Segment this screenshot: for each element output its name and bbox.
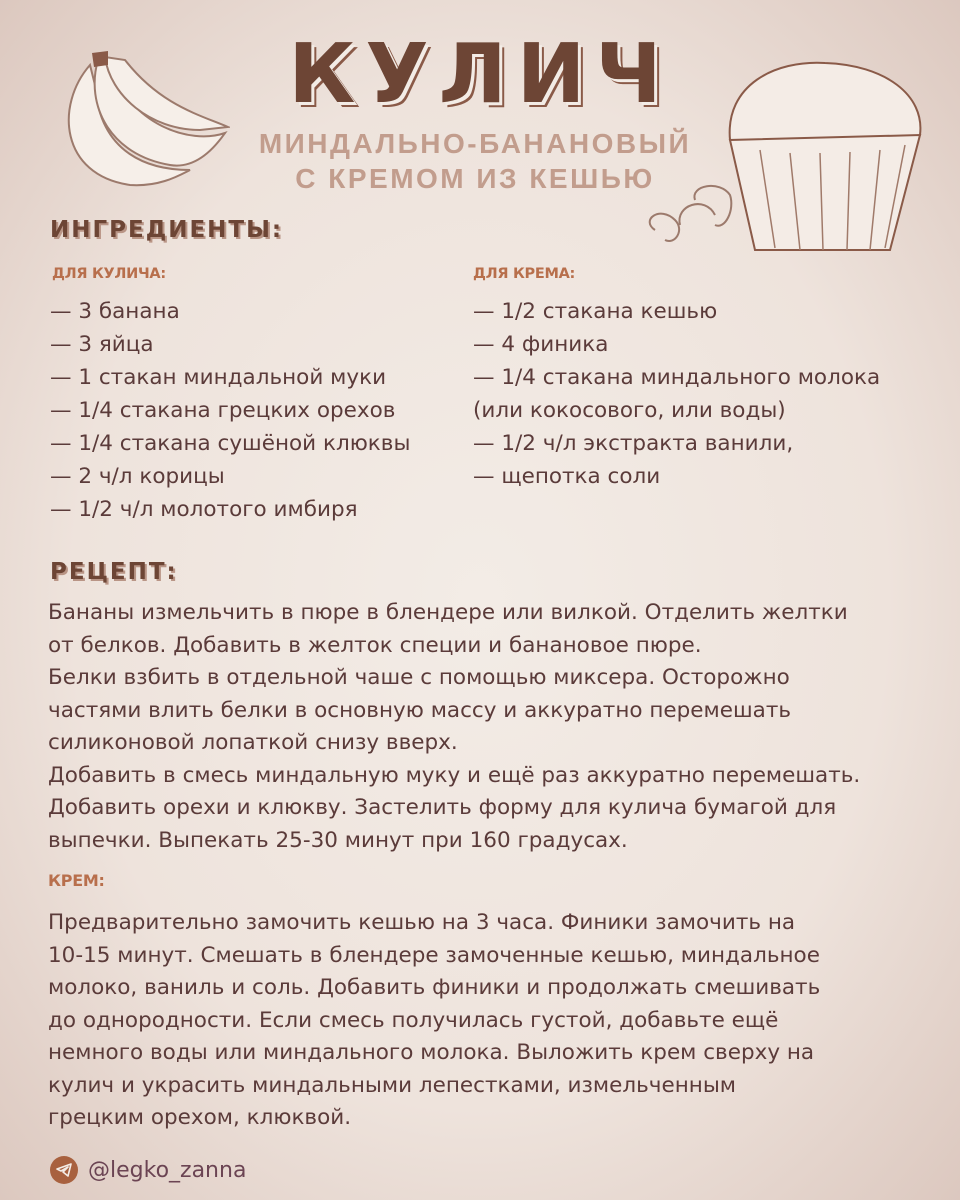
ingredient-item: — 1/4 стакана грецких орехов bbox=[50, 398, 396, 423]
cream-line: 10-15 минут. Смешать в блендере замоченные кешью, миндальное bbox=[48, 942, 820, 968]
recipe-line: Бананы измельчить в пюре в блендере или вилкой. Отделить желтки bbox=[48, 600, 848, 625]
ingredient-item: — 1/2 ч/л экстракта ванили, bbox=[473, 431, 794, 456]
ingredient-item: — щепотка соли bbox=[473, 464, 661, 489]
recipe-heading: РЕЦЕПТ: bbox=[50, 559, 178, 585]
recipe-line: от белков. Добавить в желток специи и банановое пюре. bbox=[48, 632, 702, 658]
ingredient-item: — 1/4 стакана сушёной клюквы bbox=[50, 431, 411, 456]
cream-line: немного воды или миндального молока. Выложить крем сверху на bbox=[48, 1040, 815, 1065]
ingredient-item: — 4 финика bbox=[473, 332, 609, 357]
ingredient-item: — 3 яйца bbox=[50, 332, 154, 357]
cream-line: кулич и украсить миндальными лепестками, измельченным bbox=[48, 1072, 737, 1098]
subtitle-line-1: МИНДАЛЬНО-БАНАНОВЫЙ bbox=[258, 128, 692, 159]
page-title: КУЛИЧ bbox=[288, 27, 672, 122]
telegram-icon[interactable] bbox=[50, 1156, 78, 1184]
ingredient-item: — 1/2 стакана кешью bbox=[473, 299, 718, 324]
cake-ingredients-label: ДЛЯ КУЛИЧА: bbox=[52, 266, 166, 282]
ingredient-item: (или кокосового, или воды) bbox=[473, 398, 786, 423]
cream-line: молоко, ваниль и соль. Добавить финики и продолжать смешивать bbox=[48, 975, 821, 1000]
cream-ingredients-label: ДЛЯ КРЕМА: bbox=[473, 266, 576, 282]
subtitle-line-2: С КРЕМОМ ИЗ КЕШЬЮ bbox=[295, 163, 655, 194]
ingredients-heading: ИНГРЕДИЕНТЫ: bbox=[50, 217, 284, 243]
ingredient-item: — 1/4 стакана миндального молока bbox=[473, 365, 881, 390]
recipe-line: выпечки. Выпекать 25-30 минут при 160 градусах. bbox=[48, 827, 628, 853]
footer bbox=[50, 1156, 246, 1184]
recipe-line: частями влить белки в основную массу и аккуратно перемешать bbox=[48, 697, 792, 723]
telegram-handle[interactable]: @legko_zanna bbox=[88, 1157, 247, 1183]
ingredient-item: — 2 ч/л корицы bbox=[50, 464, 225, 489]
recipe-line: силиконовой лопаткой снизу вверх. bbox=[48, 730, 458, 755]
cream-heading: КРЕМ: bbox=[48, 871, 105, 890]
recipe-line: Белки взбить в отдельной чаше с помощью миксера. Осторожно bbox=[48, 665, 790, 690]
recipe-line: Добавить в смесь миндальную муку и ещё раз аккуратно перемешать. bbox=[48, 762, 861, 788]
cream-line: грецким орехом, клюквой. bbox=[48, 1105, 352, 1130]
recipe-line: Добавить орехи и клюкву. Застелить форму для кулича бумагой для bbox=[48, 795, 837, 820]
cream-line: Предварительно замочить кешью на 3 часа. Финики замочить на bbox=[48, 910, 796, 935]
ingredient-item: — 1 стакан миндальной муки bbox=[50, 365, 387, 390]
ingredient-item: — 3 банана bbox=[50, 299, 180, 324]
ingredient-item: — 1/2 ч/л молотого имбиря bbox=[50, 497, 358, 522]
cream-line: до однородности. Если смесь получилась густой, добавьте ещё bbox=[48, 1007, 779, 1033]
